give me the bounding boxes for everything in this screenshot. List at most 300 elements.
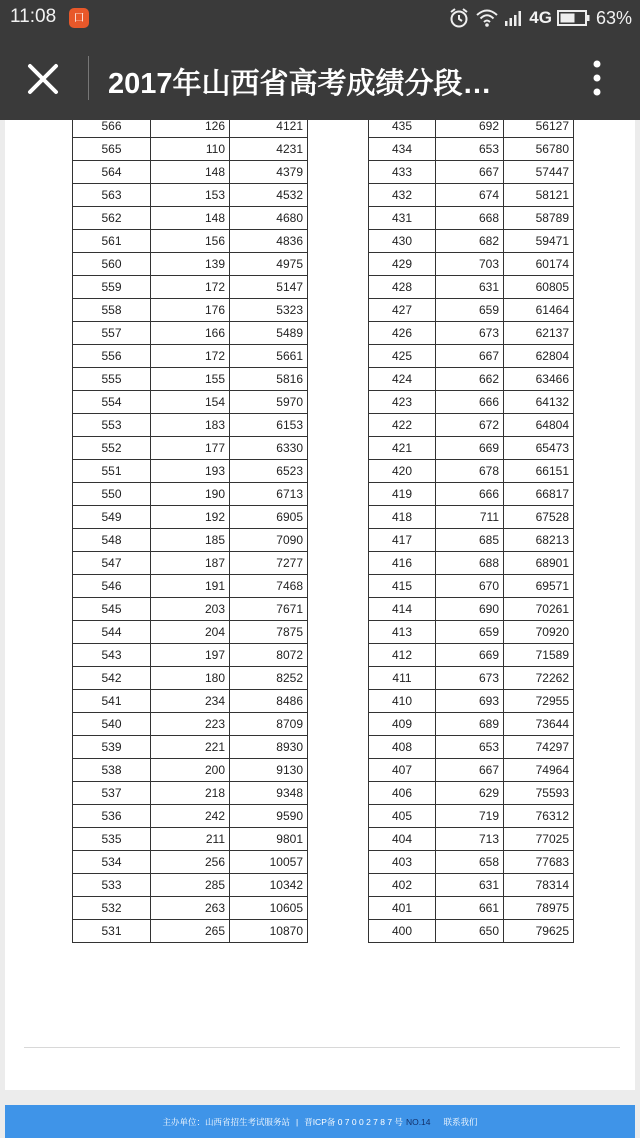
status-right — [443, 5, 632, 31]
cumulative-cell: 57447 — [504, 161, 574, 184]
table-row — [369, 598, 574, 621]
table-row — [73, 391, 308, 414]
score-cell: 413 — [369, 621, 436, 644]
count-cell: 678 — [436, 460, 504, 483]
score-cell: 401 — [369, 897, 436, 920]
table-row — [73, 920, 308, 943]
footer-sponsor: 主办单位：山西省招生考试服务站 — [162, 1116, 290, 1127]
score-cell: 543 — [73, 644, 151, 667]
cumulative-cell: 72955 — [504, 690, 574, 713]
wifi-icon — [475, 8, 499, 28]
cumulative-cell: 7277 — [230, 552, 308, 575]
cumulative-cell: 65473 — [504, 437, 574, 460]
count-cell: 148 — [151, 207, 230, 230]
notification-app-icon: 口 — [69, 8, 89, 28]
score-cell: 563 — [73, 184, 151, 207]
cumulative-cell: 61464 — [504, 299, 574, 322]
table-row — [73, 759, 308, 782]
cumulative-cell: 6330 — [230, 437, 308, 460]
more-button[interactable] — [583, 58, 611, 98]
cumulative-cell: 6523 — [230, 460, 308, 483]
table-row — [73, 621, 308, 644]
cumulative-cell: 6905 — [230, 506, 308, 529]
cumulative-cell: 62804 — [504, 345, 574, 368]
score-cell: 538 — [73, 759, 151, 782]
table-row — [369, 736, 574, 759]
score-cell: 547 — [73, 552, 151, 575]
more-vertical-icon — [583, 58, 611, 98]
table-row — [73, 276, 308, 299]
cumulative-cell: 56780 — [504, 138, 574, 161]
count-cell: 204 — [151, 621, 230, 644]
table-row — [369, 575, 574, 598]
score-cell: 532 — [73, 897, 151, 920]
table-row — [369, 805, 574, 828]
page-title: 2017年山西省高考成绩分段… — [108, 68, 492, 100]
table-row — [73, 460, 308, 483]
score-cell: 411 — [369, 667, 436, 690]
cumulative-cell: 7671 — [230, 598, 308, 621]
table-row — [369, 184, 574, 207]
battery-icon — [557, 9, 591, 27]
cumulative-cell: 59471 — [504, 230, 574, 253]
table-row — [369, 276, 574, 299]
cumulative-cell: 66817 — [504, 483, 574, 506]
status-time: 11:08 — [10, 6, 57, 27]
cumulative-cell: 9590 — [230, 805, 308, 828]
table-row — [369, 161, 574, 184]
count-cell: 185 — [151, 529, 230, 552]
score-cell: 559 — [73, 276, 151, 299]
cumulative-cell: 72262 — [504, 667, 574, 690]
signal-icon — [504, 9, 524, 27]
score-cell: 429 — [369, 253, 436, 276]
score-cell: 424 — [369, 368, 436, 391]
score-cell: 545 — [73, 598, 151, 621]
table-row — [369, 437, 574, 460]
table-row — [369, 828, 574, 851]
score-cell: 417 — [369, 529, 436, 552]
score-cell: 418 — [369, 506, 436, 529]
cumulative-cell: 68213 — [504, 529, 574, 552]
table-row — [369, 552, 574, 575]
cumulative-cell: 8252 — [230, 667, 308, 690]
table-row — [73, 897, 308, 920]
score-cell: 403 — [369, 851, 436, 874]
score-cell: 565 — [73, 138, 151, 161]
score-cell: 433 — [369, 161, 436, 184]
table-row — [73, 207, 308, 230]
score-cell: 550 — [73, 483, 151, 506]
count-cell: 153 — [151, 184, 230, 207]
score-cell: 564 — [73, 161, 151, 184]
footer-separator: | — [295, 1116, 299, 1127]
count-cell: 126 — [151, 120, 230, 138]
cumulative-cell: 79625 — [504, 920, 574, 943]
table-row — [369, 920, 574, 943]
score-cell: 427 — [369, 299, 436, 322]
count-cell: 666 — [436, 391, 504, 414]
title-bar — [0, 36, 640, 120]
table-row — [369, 529, 574, 552]
cumulative-cell: 78314 — [504, 874, 574, 897]
cumulative-cell: 78975 — [504, 897, 574, 920]
alarm-icon — [448, 7, 470, 29]
count-cell: 203 — [151, 598, 230, 621]
count-cell: 685 — [436, 529, 504, 552]
count-cell: 662 — [436, 368, 504, 391]
count-cell: 670 — [436, 575, 504, 598]
score-cell: 551 — [73, 460, 151, 483]
score-cell: 432 — [369, 184, 436, 207]
cumulative-cell: 7468 — [230, 575, 308, 598]
footer-icp[interactable]: 晋ICP备 0 7 0 0 2 7 8 7 号 — [304, 1116, 403, 1127]
cumulative-cell: 56127 — [504, 120, 574, 138]
page-content[interactable] — [0, 120, 640, 1138]
count-cell: 242 — [151, 805, 230, 828]
table-row — [73, 529, 308, 552]
score-cell: 557 — [73, 322, 151, 345]
cumulative-cell: 6153 — [230, 414, 308, 437]
score-cell: 537 — [73, 782, 151, 805]
score-cell: 434 — [369, 138, 436, 161]
count-cell: 172 — [151, 276, 230, 299]
cumulative-cell: 4379 — [230, 161, 308, 184]
score-cell: 423 — [369, 391, 436, 414]
table-row — [73, 575, 308, 598]
score-cell: 407 — [369, 759, 436, 782]
table-row — [73, 552, 308, 575]
count-cell: 211 — [151, 828, 230, 851]
score-cell: 540 — [73, 713, 151, 736]
table-row — [369, 230, 574, 253]
table-row — [73, 667, 308, 690]
count-cell: 693 — [436, 690, 504, 713]
count-cell: 719 — [436, 805, 504, 828]
table-row — [369, 483, 574, 506]
cumulative-cell: 60805 — [504, 276, 574, 299]
cumulative-cell: 5323 — [230, 299, 308, 322]
table-row — [73, 644, 308, 667]
footer-no: NO.14 — [405, 1116, 431, 1127]
table-row — [73, 805, 308, 828]
cumulative-cell: 5489 — [230, 322, 308, 345]
count-cell: 631 — [436, 276, 504, 299]
table-row — [369, 414, 574, 437]
score-cell: 410 — [369, 690, 436, 713]
table-row — [369, 391, 574, 414]
count-cell: 187 — [151, 552, 230, 575]
score-cell: 544 — [73, 621, 151, 644]
table-row — [73, 253, 308, 276]
count-cell: 193 — [151, 460, 230, 483]
count-cell: 669 — [436, 644, 504, 667]
table-row — [369, 138, 574, 161]
score-cell: 542 — [73, 667, 151, 690]
score-cell: 435 — [369, 120, 436, 138]
cumulative-cell: 4231 — [230, 138, 308, 161]
cumulative-cell: 67528 — [504, 506, 574, 529]
cumulative-cell: 74297 — [504, 736, 574, 759]
cumulative-cell: 4975 — [230, 253, 308, 276]
table-row — [369, 460, 574, 483]
score-table-right — [368, 120, 574, 943]
table-row — [73, 299, 308, 322]
cumulative-cell: 9801 — [230, 828, 308, 851]
table-row — [73, 782, 308, 805]
score-cell: 558 — [73, 299, 151, 322]
cumulative-cell: 9348 — [230, 782, 308, 805]
count-cell: 659 — [436, 299, 504, 322]
table-row — [73, 736, 308, 759]
cumulative-cell: 4121 — [230, 120, 308, 138]
cumulative-cell: 62137 — [504, 322, 574, 345]
status-bar — [0, 0, 640, 36]
count-cell: 263 — [151, 897, 230, 920]
table-row — [369, 207, 574, 230]
cumulative-cell: 63466 — [504, 368, 574, 391]
network-label: 4G — [529, 8, 552, 27]
divider — [24, 1047, 620, 1048]
count-cell: 711 — [436, 506, 504, 529]
count-cell: 177 — [151, 437, 230, 460]
cumulative-cell: 4680 — [230, 207, 308, 230]
table-row — [369, 368, 574, 391]
count-cell: 155 — [151, 368, 230, 391]
cumulative-cell: 6713 — [230, 483, 308, 506]
count-cell: 139 — [151, 253, 230, 276]
score-cell: 554 — [73, 391, 151, 414]
score-cell: 412 — [369, 644, 436, 667]
table-row — [369, 322, 574, 345]
score-cell: 431 — [369, 207, 436, 230]
cumulative-cell: 10342 — [230, 874, 308, 897]
count-cell: 197 — [151, 644, 230, 667]
table-row — [73, 345, 308, 368]
table-row — [369, 621, 574, 644]
count-cell: 200 — [151, 759, 230, 782]
table-row — [369, 120, 574, 138]
count-cell: 176 — [151, 299, 230, 322]
score-cell: 556 — [73, 345, 151, 368]
cumulative-cell: 4532 — [230, 184, 308, 207]
table-row — [73, 713, 308, 736]
count-cell: 110 — [151, 138, 230, 161]
cumulative-cell: 75593 — [504, 782, 574, 805]
score-cell: 549 — [73, 506, 151, 529]
cumulative-cell: 73644 — [504, 713, 574, 736]
close-button[interactable] — [22, 58, 64, 100]
count-cell: 658 — [436, 851, 504, 874]
cumulative-cell: 9130 — [230, 759, 308, 782]
cumulative-cell: 5970 — [230, 391, 308, 414]
cumulative-cell: 8930 — [230, 736, 308, 759]
table-row — [73, 184, 308, 207]
count-cell: 673 — [436, 667, 504, 690]
count-cell: 689 — [436, 713, 504, 736]
score-cell: 561 — [73, 230, 151, 253]
score-cell: 548 — [73, 529, 151, 552]
table-row — [369, 299, 574, 322]
score-cell: 534 — [73, 851, 151, 874]
score-cell: 414 — [369, 598, 436, 621]
close-icon — [22, 58, 64, 100]
table-row — [369, 782, 574, 805]
count-cell: 668 — [436, 207, 504, 230]
score-cell: 566 — [73, 120, 151, 138]
score-cell: 422 — [369, 414, 436, 437]
table-row — [73, 368, 308, 391]
count-cell: 190 — [151, 483, 230, 506]
count-cell: 688 — [436, 552, 504, 575]
score-cell: 562 — [73, 207, 151, 230]
table-row — [73, 138, 308, 161]
score-cell: 531 — [73, 920, 151, 943]
table-row — [369, 897, 574, 920]
count-cell: 631 — [436, 874, 504, 897]
table-row — [369, 759, 574, 782]
cumulative-cell: 10057 — [230, 851, 308, 874]
count-cell: 192 — [151, 506, 230, 529]
table-row — [73, 506, 308, 529]
table-row — [73, 690, 308, 713]
cumulative-cell: 76312 — [504, 805, 574, 828]
cumulative-cell: 4836 — [230, 230, 308, 253]
cumulative-cell: 5816 — [230, 368, 308, 391]
count-cell: 682 — [436, 230, 504, 253]
cumulative-cell: 10605 — [230, 897, 308, 920]
count-cell: 703 — [436, 253, 504, 276]
count-cell: 674 — [436, 184, 504, 207]
count-cell: 667 — [436, 759, 504, 782]
cumulative-cell: 69571 — [504, 575, 574, 598]
table-row — [73, 598, 308, 621]
score-cell: 430 — [369, 230, 436, 253]
table-row — [73, 161, 308, 184]
count-cell: 183 — [151, 414, 230, 437]
title-divider — [88, 56, 89, 100]
table-row — [73, 874, 308, 897]
score-cell: 560 — [73, 253, 151, 276]
table-row — [369, 345, 574, 368]
score-cell: 546 — [73, 575, 151, 598]
table-row — [369, 874, 574, 897]
table-row — [73, 414, 308, 437]
cumulative-cell: 8709 — [230, 713, 308, 736]
count-cell: 180 — [151, 667, 230, 690]
table-row — [73, 483, 308, 506]
score-cell: 536 — [73, 805, 151, 828]
count-cell: 669 — [436, 437, 504, 460]
table-row — [369, 667, 574, 690]
count-cell: 666 — [436, 483, 504, 506]
count-cell: 672 — [436, 414, 504, 437]
cumulative-cell: 68901 — [504, 552, 574, 575]
score-cell: 535 — [73, 828, 151, 851]
cumulative-cell: 70261 — [504, 598, 574, 621]
count-cell: 661 — [436, 897, 504, 920]
score-cell: 533 — [73, 874, 151, 897]
score-cell: 428 — [369, 276, 436, 299]
score-cell: 400 — [369, 920, 436, 943]
table-row — [369, 690, 574, 713]
count-cell: 692 — [436, 120, 504, 138]
table-row — [369, 506, 574, 529]
cumulative-cell: 77683 — [504, 851, 574, 874]
count-cell: 667 — [436, 345, 504, 368]
table-row — [73, 828, 308, 851]
count-cell: 653 — [436, 138, 504, 161]
cumulative-cell: 58789 — [504, 207, 574, 230]
count-cell: 653 — [436, 736, 504, 759]
score-cell: 406 — [369, 782, 436, 805]
score-cell: 541 — [73, 690, 151, 713]
count-cell: 166 — [151, 322, 230, 345]
score-cell: 426 — [369, 322, 436, 345]
table-row — [369, 644, 574, 667]
cumulative-cell: 77025 — [504, 828, 574, 851]
count-cell: 285 — [151, 874, 230, 897]
score-cell: 402 — [369, 874, 436, 897]
count-cell: 713 — [436, 828, 504, 851]
footer-contact-link[interactable]: 联系我们 — [443, 1116, 478, 1127]
count-cell: 234 — [151, 690, 230, 713]
score-cell: 415 — [369, 575, 436, 598]
count-cell: 659 — [436, 621, 504, 644]
cumulative-cell: 66151 — [504, 460, 574, 483]
table-row — [369, 713, 574, 736]
cumulative-cell: 64132 — [504, 391, 574, 414]
count-cell: 667 — [436, 161, 504, 184]
table-row — [73, 120, 308, 138]
cumulative-cell: 7090 — [230, 529, 308, 552]
battery-percent: 63% — [595, 7, 632, 28]
cumulative-cell: 74964 — [504, 759, 574, 782]
table-row — [73, 437, 308, 460]
count-cell: 629 — [436, 782, 504, 805]
count-cell: 154 — [151, 391, 230, 414]
count-cell: 221 — [151, 736, 230, 759]
cumulative-cell: 5147 — [230, 276, 308, 299]
count-cell: 148 — [151, 161, 230, 184]
count-cell: 673 — [436, 322, 504, 345]
table-row — [73, 851, 308, 874]
count-cell: 191 — [151, 575, 230, 598]
count-cell: 256 — [151, 851, 230, 874]
cumulative-cell: 8486 — [230, 690, 308, 713]
footer-bar — [5, 1105, 635, 1138]
score-cell: 416 — [369, 552, 436, 575]
score-cell: 409 — [369, 713, 436, 736]
cumulative-cell: 60174 — [504, 253, 574, 276]
score-cell: 408 — [369, 736, 436, 759]
count-cell: 172 — [151, 345, 230, 368]
article-card — [5, 120, 635, 1090]
score-cell: 420 — [369, 460, 436, 483]
score-cell: 553 — [73, 414, 151, 437]
score-cell: 539 — [73, 736, 151, 759]
cumulative-cell: 8072 — [230, 644, 308, 667]
count-cell: 650 — [436, 920, 504, 943]
count-cell: 223 — [151, 713, 230, 736]
score-table-left — [72, 120, 308, 943]
count-cell: 265 — [151, 920, 230, 943]
cumulative-cell: 5661 — [230, 345, 308, 368]
score-cell: 425 — [369, 345, 436, 368]
score-cell: 404 — [369, 828, 436, 851]
count-cell: 690 — [436, 598, 504, 621]
cumulative-cell: 70920 — [504, 621, 574, 644]
